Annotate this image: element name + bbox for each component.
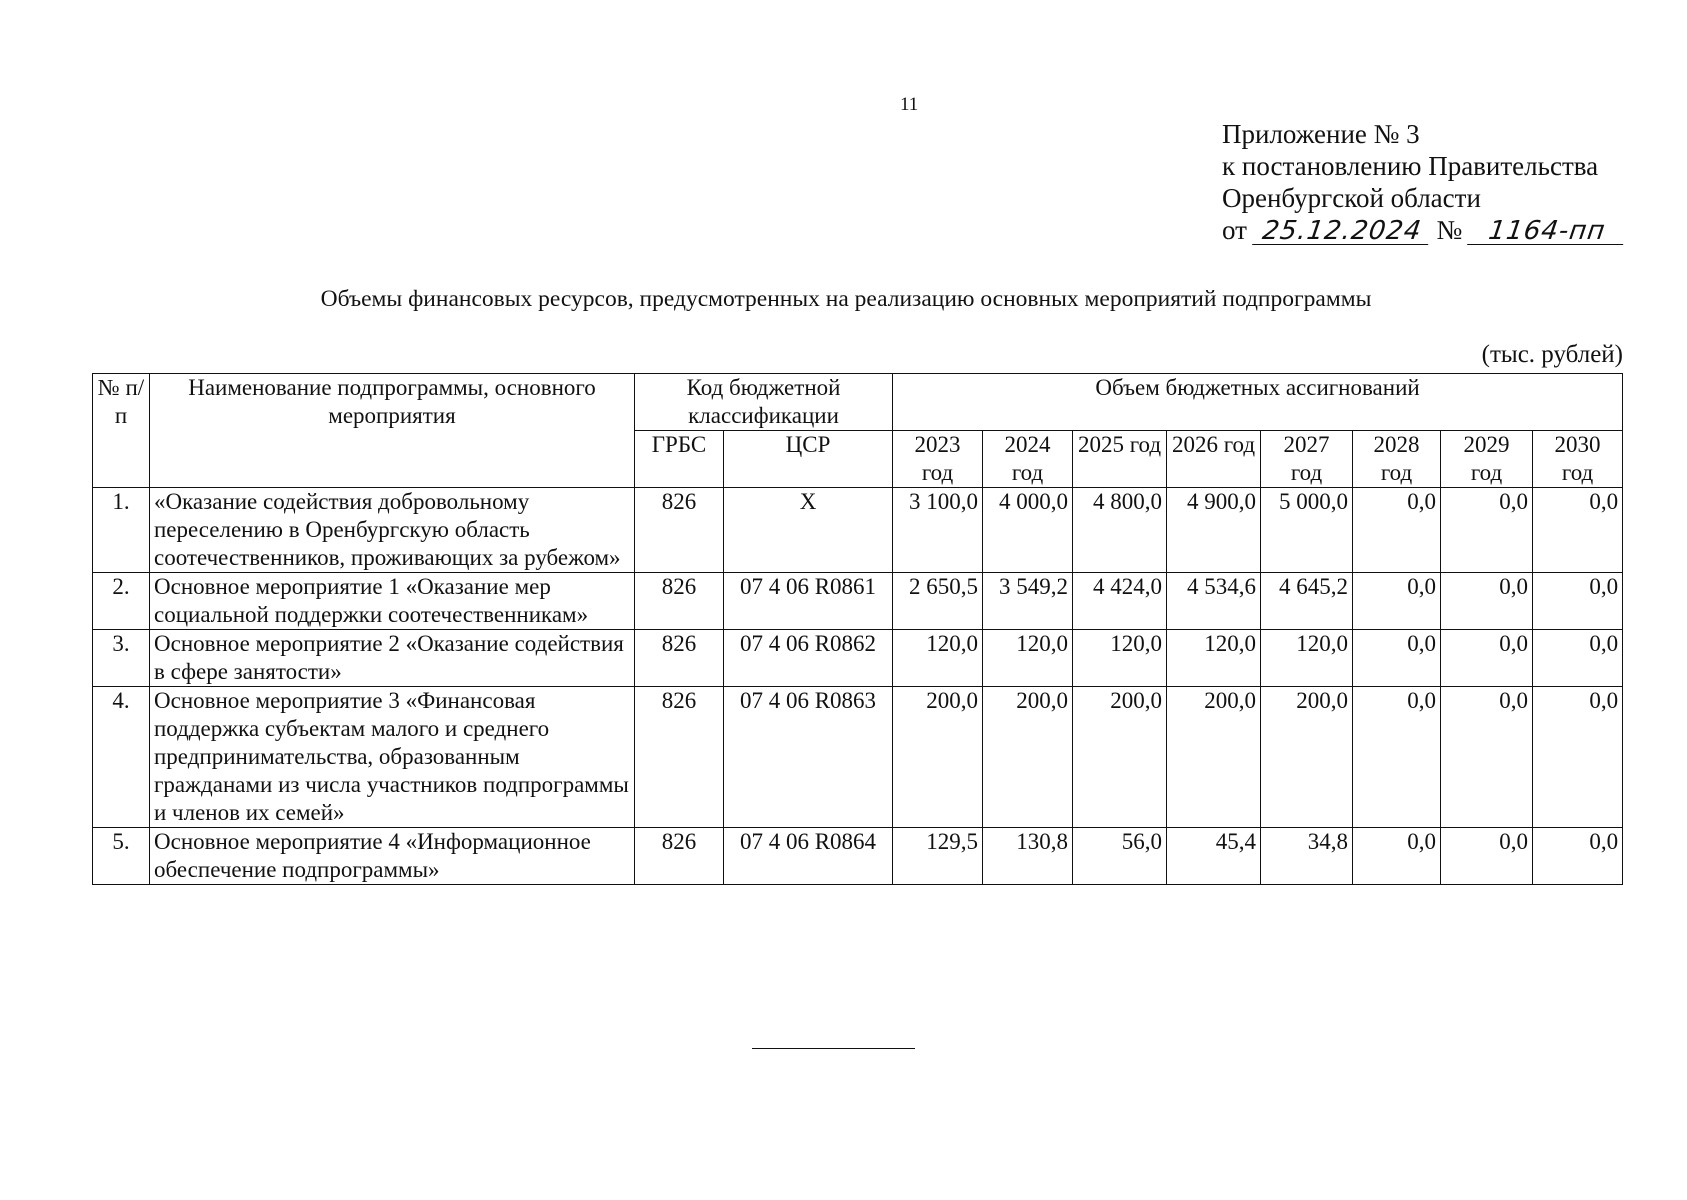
- table-row: [93, 630, 1623, 687]
- header-year: 2025 год: [1073, 431, 1167, 488]
- row-value: 0,0: [1353, 630, 1441, 687]
- row-grbs: 826: [635, 828, 724, 885]
- row-value: 129,5: [893, 828, 983, 885]
- row-value: 0,0: [1441, 687, 1533, 828]
- table-row: [93, 687, 1623, 828]
- row-value: 45,4: [1167, 828, 1261, 885]
- header-code: Код бюджетной классификации: [635, 374, 893, 431]
- header-year: 2027 год: [1261, 431, 1353, 488]
- row-value: 130,8: [983, 828, 1073, 885]
- row-value: 200,0: [893, 687, 983, 828]
- header-year: 2029 год: [1441, 431, 1533, 488]
- header-year: 2024 год: [983, 431, 1073, 488]
- number-prefix: №: [1436, 215, 1463, 245]
- header-name: Наименование подпрограммы, основного мероприятия: [150, 374, 635, 488]
- row-value: 0,0: [1533, 488, 1623, 573]
- header-year: 2028 год: [1353, 431, 1441, 488]
- document-title: Объемы финансовых ресурсов, предусмотренных на реализацию основных мероприятий подпрограммы: [320, 286, 1372, 312]
- row-grbs: 826: [635, 687, 724, 828]
- date-prefix: от: [1222, 215, 1247, 245]
- header-grbs: ГРБС: [635, 431, 724, 488]
- appendix-line-3: Оренбургской области: [1222, 183, 1481, 213]
- row-grbs: 826: [635, 488, 724, 573]
- appendix-line-1: Приложение № 3: [1222, 119, 1420, 149]
- row-num: 5.: [93, 828, 150, 885]
- row-name: Основное мероприятие 2 «Оказание содействия в сфере занятости»: [150, 630, 635, 687]
- row-value: 4 000,0: [983, 488, 1073, 573]
- handwritten-number: 1164-пп: [1467, 218, 1627, 245]
- row-csr: 07 4 06 R0863: [724, 687, 893, 828]
- row-value: 200,0: [983, 687, 1073, 828]
- row-grbs: 826: [635, 573, 724, 630]
- row-name: Основное мероприятие 1 «Оказание мер социальной поддержки соотечественникам»: [150, 573, 635, 630]
- row-value: 200,0: [1261, 687, 1353, 828]
- table-row: [93, 828, 1623, 885]
- units-label: (тыс. рублей): [1481, 341, 1623, 368]
- row-num: 3.: [93, 630, 150, 687]
- row-value: 0,0: [1441, 488, 1533, 573]
- row-value: 0,0: [1441, 573, 1533, 630]
- row-value: 3 549,2: [983, 573, 1073, 630]
- row-value: 120,0: [983, 630, 1073, 687]
- header-year: 2023 год: [893, 431, 983, 488]
- row-value: 200,0: [1073, 687, 1167, 828]
- row-num: 1.: [93, 488, 150, 573]
- header-year: 2030 год: [1533, 431, 1623, 488]
- row-value: 4 424,0: [1073, 573, 1167, 630]
- row-value: 120,0: [1073, 630, 1167, 687]
- budget-table: [92, 373, 1623, 885]
- row-value: 0,0: [1353, 573, 1441, 630]
- row-num: 2.: [93, 573, 150, 630]
- row-csr: Х: [724, 488, 893, 573]
- row-value: 0,0: [1533, 573, 1623, 630]
- row-value: 4 900,0: [1167, 488, 1261, 573]
- end-of-document-rule: [752, 1048, 915, 1049]
- row-value: 0,0: [1533, 828, 1623, 885]
- page-number: 11: [900, 94, 919, 115]
- appendix-line-2: к постановлению Правительства: [1222, 151, 1599, 181]
- row-csr: 07 4 06 R0862: [724, 630, 893, 687]
- row-value: 4 534,6: [1167, 573, 1261, 630]
- appendix-block: [1222, 118, 1625, 246]
- row-value: 0,0: [1441, 630, 1533, 687]
- row-grbs: 826: [635, 630, 724, 687]
- header-row-1: [93, 374, 1623, 431]
- row-value: 0,0: [1353, 488, 1441, 573]
- row-value: 3 100,0: [893, 488, 983, 573]
- header-year: 2026 год: [1167, 431, 1261, 488]
- row-value: 0,0: [1353, 687, 1441, 828]
- row-value: 0,0: [1353, 828, 1441, 885]
- row-name: Основное мероприятие 4 «Информационное обеспечение подпрограммы»: [150, 828, 635, 885]
- row-value: 120,0: [1167, 630, 1261, 687]
- table-row: [93, 573, 1623, 630]
- row-value: 4 800,0: [1073, 488, 1167, 573]
- row-num: 4.: [93, 687, 150, 828]
- row-value: 4 645,2: [1261, 573, 1353, 630]
- row-value: 5 000,0: [1261, 488, 1353, 573]
- row-value: 0,0: [1441, 828, 1533, 885]
- header-csr: ЦСР: [724, 431, 893, 488]
- handwritten-date: 25.12.2024: [1252, 218, 1432, 245]
- row-name: «Оказание содействия добровольному переселению в Оренбургскую область соотечественников, проживающих за рубежом»: [150, 488, 635, 573]
- row-value: 0,0: [1533, 687, 1623, 828]
- row-value: 120,0: [893, 630, 983, 687]
- row-csr: 07 4 06 R0864: [724, 828, 893, 885]
- row-value: 2 650,5: [893, 573, 983, 630]
- appendix-date-line: [1222, 214, 1625, 246]
- row-value: 120,0: [1261, 630, 1353, 687]
- row-value: 200,0: [1167, 687, 1261, 828]
- row-value: 56,0: [1073, 828, 1167, 885]
- row-value: 0,0: [1533, 630, 1623, 687]
- row-csr: 07 4 06 R0861: [724, 573, 893, 630]
- row-name: Основное мероприятие 3 «Финансовая поддержка субъектам малого и среднего предпринимательства, образованным гражданами из числа участников подпрограммы и членов их семей»: [150, 687, 635, 828]
- row-value: 34,8: [1261, 828, 1353, 885]
- header-num: № п/п: [93, 374, 150, 488]
- table-row: [93, 488, 1623, 573]
- header-volume: Объем бюджетных ассигнований: [893, 374, 1623, 431]
